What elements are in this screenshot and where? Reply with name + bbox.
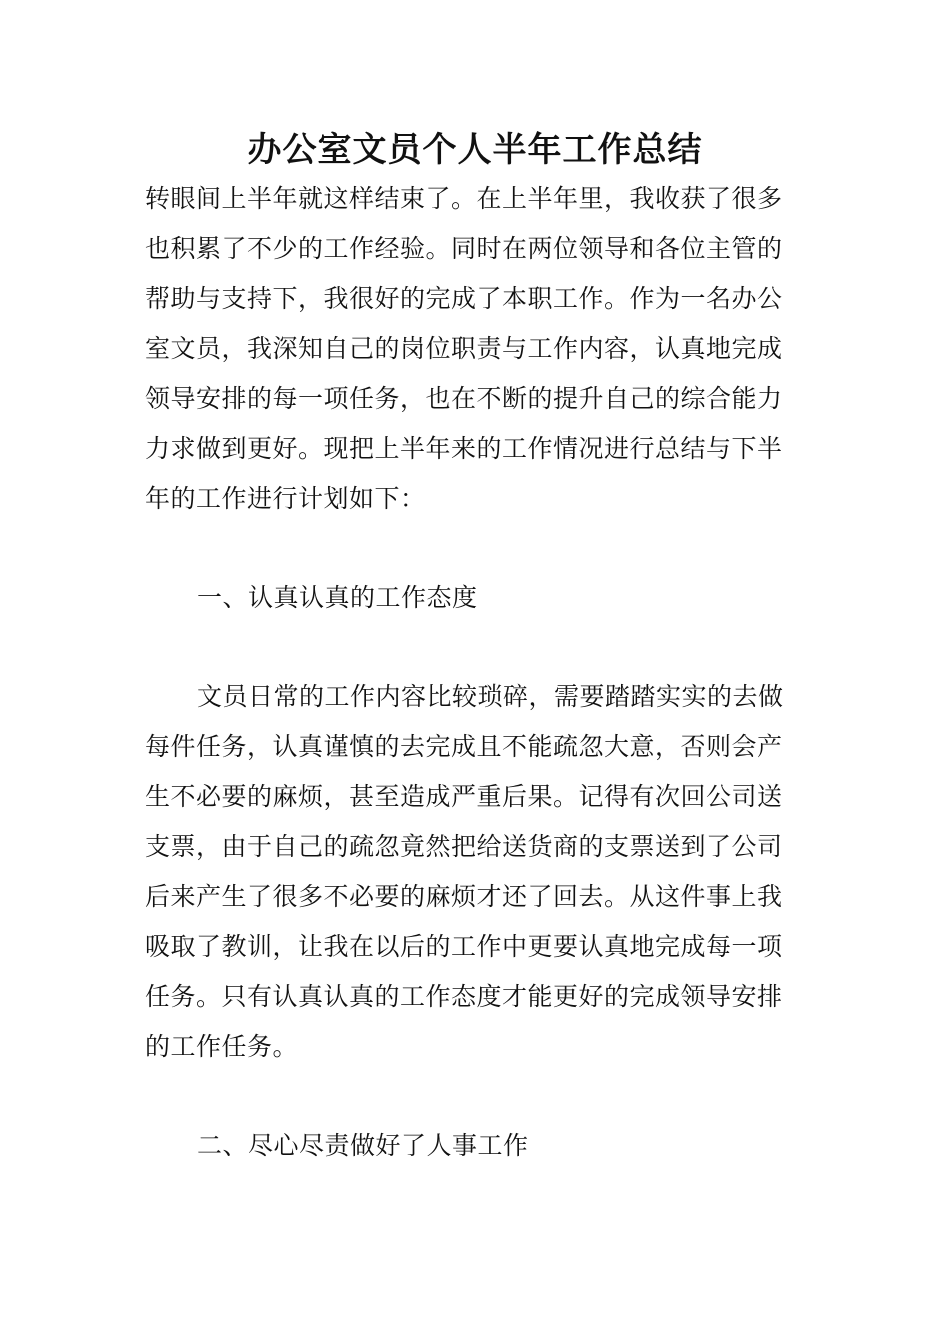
document-title: 办公室文员个人半年工作总结 — [247, 130, 703, 170]
intro-line: 室文员，我深知自己的岗位职责与工作内容，认真地完成 — [145, 334, 783, 363]
section1-line: 每件任务，认真谨慎的去完成且不能疏忽大意，否则会产 — [145, 732, 783, 761]
section1-line: 文员日常的工作内容比较琐碎，需要踏踏实实的去做 — [197, 682, 784, 711]
section-heading: 一、认真认真的工作态度 — [197, 583, 478, 612]
intro-line: 领导安排的每一项任务，也在不断的提升自己的综合能力 — [145, 384, 783, 413]
intro-line: 转眼间上半年就这样结束了。在上半年里，我收获了很多 — [145, 184, 783, 213]
intro-line: 力求做到更好。现把上半年来的工作情况进行总结与下半 — [145, 434, 783, 463]
intro-line: 帮助与支持下，我很好的完成了本职工作。作为一名办公 — [145, 284, 783, 313]
section1-line: 后来产生了很多不必要的麻烦才还了回去。从这件事上我 — [145, 882, 783, 911]
intro-line: 也积累了不少的工作经验。同时在两位领导和各位主管的 — [145, 234, 783, 263]
section1-line: 生不必要的麻烦，甚至造成严重后果。记得有次回公司送 — [145, 782, 783, 811]
section1-line: 吸取了教训，让我在以后的工作中更要认真地完成每一项 — [145, 932, 783, 961]
section1-line: 的工作任务。 — [145, 1032, 299, 1061]
intro-line: 年的工作进行计划如下： — [145, 484, 426, 513]
section-heading: 二、尽心尽责做好了人事工作 — [197, 1131, 529, 1160]
section1-line: 任务。只有认真认真的工作态度才能更好的完成领导安排 — [145, 982, 783, 1011]
section1-line: 支票，由于自己的疏忽竟然把给送货商的支票送到了公司 — [145, 832, 783, 861]
